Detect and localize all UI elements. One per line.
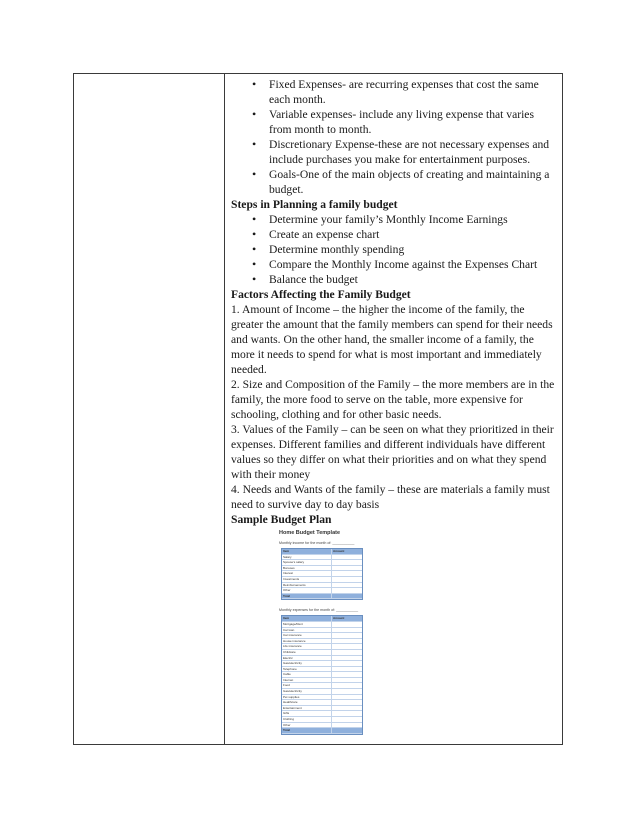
table-cell: Other <box>282 723 332 728</box>
table-cell: Car loan <box>282 628 332 633</box>
column-divider <box>224 74 225 744</box>
table-cell <box>332 728 333 733</box>
table-cell: Car insurance <box>282 633 332 638</box>
income-month-label: Monthly income for the month of: ___________ <box>279 541 355 545</box>
expense-types-list <box>231 77 559 197</box>
table-cell: Spouse's salary <box>282 560 332 565</box>
table-cell <box>332 723 333 728</box>
list-item: • Determine monthly spending <box>231 242 559 257</box>
factor-paragraph: 4. Needs and Wants of the family – these are materials a family must need to survive day to day basis <box>231 483 550 511</box>
table-cell <box>332 622 333 627</box>
table-cell <box>332 628 333 633</box>
list-item: • Fixed Expenses- are recurring expenses that cost the same each month. <box>231 77 559 107</box>
table-cell: Investments <box>282 577 332 582</box>
table-cell <box>332 583 333 588</box>
budget-template-title: Home Budget Template <box>279 530 341 536</box>
table-cell: Healthcare <box>282 700 332 705</box>
table-cell <box>332 667 333 672</box>
table-cell <box>332 560 333 565</box>
table-cell <box>332 571 333 576</box>
table-header: Item Amount <box>282 549 362 555</box>
list-item: • Balance the budget <box>231 272 559 287</box>
table-cell <box>332 588 333 593</box>
table-cell: Reimbursements <box>282 583 332 588</box>
list-item: • Determine your family’s Monthly Income Earnings <box>231 212 559 227</box>
factor-paragraph: 3. Values of the Family – can be seen on what they prioritized in their expenses. Different families and different individuals have different values so they differ on what their priorities and on what they spend with their money <box>231 423 554 481</box>
expense-month-label: Monthly expenses for the month of: ___________ <box>279 608 359 613</box>
expense-table <box>281 615 363 734</box>
table-cell <box>332 633 333 638</box>
table-frame <box>73 73 563 745</box>
table-cell: Telephone <box>282 667 332 672</box>
income-table <box>281 548 363 600</box>
table-cell <box>332 566 333 571</box>
table-cell: Pet supplies <box>282 695 332 700</box>
table-cell: Total <box>282 728 332 733</box>
table-cell <box>332 594 333 599</box>
steps-list <box>231 212 559 287</box>
table-cell: Other <box>282 588 332 593</box>
list-item: • Create an expense chart <box>231 227 559 242</box>
budget-template-image <box>279 529 361 735</box>
table-cell <box>332 711 333 716</box>
table-cell <box>332 689 333 694</box>
table-cell <box>332 650 333 655</box>
table-cell <box>332 695 333 700</box>
table-cell <box>332 706 333 711</box>
list-item: • Compare the Monthly Income against the Expenses Chart <box>231 257 559 272</box>
table-cell: Life insurance <box>282 644 332 649</box>
table-cell: Cable <box>282 672 332 677</box>
factors-heading: Factors Affecting the Family Budget <box>231 288 411 301</box>
table-cell: Interest <box>282 571 332 576</box>
table-cell <box>332 639 333 644</box>
table-cell <box>332 661 333 666</box>
table-cell <box>332 577 333 582</box>
table-cell <box>332 717 333 722</box>
content-cell <box>231 77 559 735</box>
table-cell: Bonuses <box>282 566 332 571</box>
table-cell: Childcare <box>282 650 332 655</box>
factor-paragraph: 2. Size and Composition of the Family – the more members are in the family, the more food to serve on the table, more expensive for schooling, clothing and for other basic needs. <box>231 378 555 421</box>
table-cell: Gas/electricity <box>282 661 332 666</box>
table-cell <box>332 678 333 683</box>
table-cell: Gifts <box>282 711 332 716</box>
table-cell: Electric <box>282 656 332 661</box>
table-cell <box>332 683 333 688</box>
table-total-row <box>282 728 362 734</box>
table-header: Item Amount <box>282 616 362 622</box>
sample-heading: Sample Budget Plan <box>231 513 332 526</box>
table-cell: Entertainment <box>282 706 332 711</box>
table-cell: Food <box>282 683 332 688</box>
table-cell <box>332 656 333 661</box>
list-item: • Goals-One of the main objects of creating and maintaining a budget. <box>231 167 559 197</box>
list-item: • Variable expenses- include any living expense that varies from month to month. <box>231 107 559 137</box>
table-cell: Total <box>282 594 332 599</box>
table-cell: Internet <box>282 678 332 683</box>
table-cell <box>332 672 333 677</box>
table-cell <box>332 644 333 649</box>
list-item: • Discretionary Expense-these are not necessary expenses and include purchases you make for entertainment purposes. <box>231 137 559 167</box>
table-cell <box>332 555 333 560</box>
table-cell: House insurance <box>282 639 332 644</box>
table-cell <box>332 700 333 705</box>
table-total-row <box>282 594 362 600</box>
factor-paragraph: 1. Amount of Income – the higher the income of the family, the greater the amount that the family members can spend for their needs and wants. On the other hand, the smaller income of a family, the more it needs to spend for what is most important and immediately needed. <box>231 303 553 376</box>
table-cell: Mortgage/Rent <box>282 622 332 627</box>
steps-heading: Steps in Planning a family budget <box>231 198 398 211</box>
table-cell: Gas/electricity <box>282 689 332 694</box>
table-cell: Salary <box>282 555 332 560</box>
table-cell: Clothing <box>282 717 332 722</box>
